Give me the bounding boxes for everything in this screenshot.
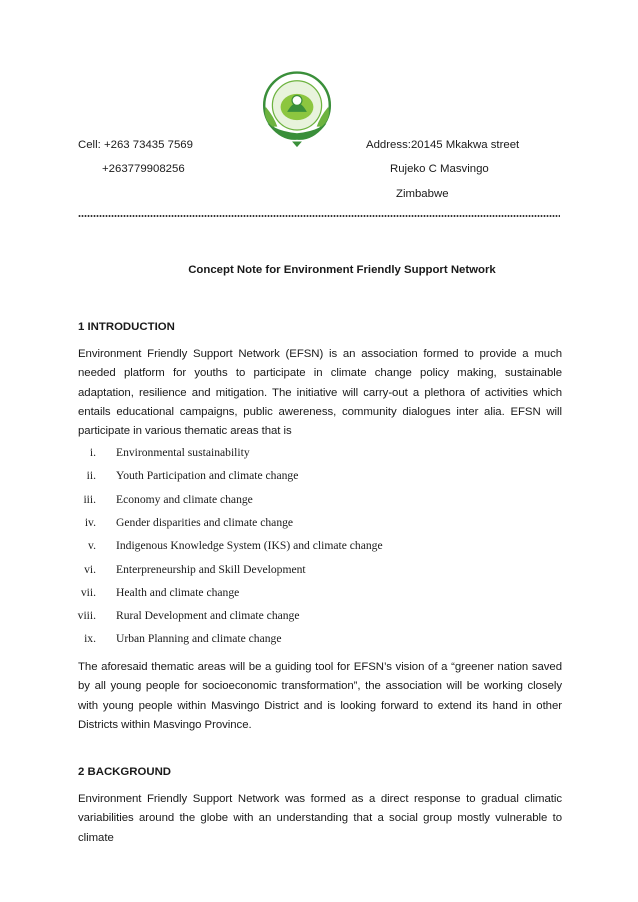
list-item-text: Urban Planning and climate change [116, 632, 282, 646]
list-item-text: Enterpreneurship and Skill Development [116, 562, 306, 576]
address-line-2: Rujeko C Masvingo [390, 163, 489, 175]
list-item-text: Economy and climate change [116, 492, 253, 506]
list-item-text: Environmental sustainability [116, 446, 250, 459]
list-item-text: Youth Participation and climate change [116, 469, 299, 483]
list-item-number: viii. [77, 609, 96, 623]
document-title: Concept Note for Environment Friendly Support Network [188, 264, 496, 276]
list-item-number: vii. [80, 585, 96, 599]
list-item-text: Rural Development and climate change [116, 609, 300, 623]
cell-phone-2: +263779908256 [102, 163, 185, 175]
list-item-text: Health and climate change [116, 585, 240, 599]
cell-phone-1: Cell: +263 73435 7569 [78, 139, 193, 151]
background-heading: 2 BACKGROUND [78, 766, 172, 778]
list-item-number: i. [89, 446, 96, 459]
address-line-3: Zimbabwe [396, 188, 449, 200]
intro-heading: 1 INTRODUCTION [78, 321, 175, 333]
list-item-number: vi. [84, 562, 96, 576]
list-item-text: Indigenous Knowledge System (IKS) and climate change [116, 539, 383, 553]
list-item-text: Gender disparities and climate change [116, 515, 294, 529]
background-paragraph: Environment Friendly Support Network was formed as a direct response to gradual climatic variabilities around the globe with an understanding that a social group mostly vulnerable to climate [78, 793, 562, 844]
intro-paragraph: Environment Friendly Support Network (EFSN) is an association formed to provide a much needed platform for youths to participate in climate change policy making, sustainable adaptation, resilience and mitigation. The initiative will carry-out a plethora of activities which entails educational campaigns, public awereness, community dialogues inter alia. EFSN will participate in various thematic areas that is [78, 348, 562, 438]
list-item-number: ix. [84, 632, 96, 646]
after-list-paragraph: The aforesaid thematic areas will be a guiding tool for EFSN’s vision of a “greener nation saved by all young people for socioeconomic transformation”, the association will be working closely with young people within Masvingo District and is looking forward to extend its hand in other Districts within Masvingo Province. [78, 661, 562, 731]
list-item-number: iv. [84, 515, 96, 529]
list-item-number: ii. [86, 469, 96, 483]
dotted-divider [78, 214, 560, 218]
address-line-1: Address:20145 Mkakwa street [366, 139, 520, 151]
list-item-number: v. [88, 539, 96, 553]
list-item-number: iii. [83, 492, 96, 506]
efsn-logo-icon [256, 66, 338, 148]
